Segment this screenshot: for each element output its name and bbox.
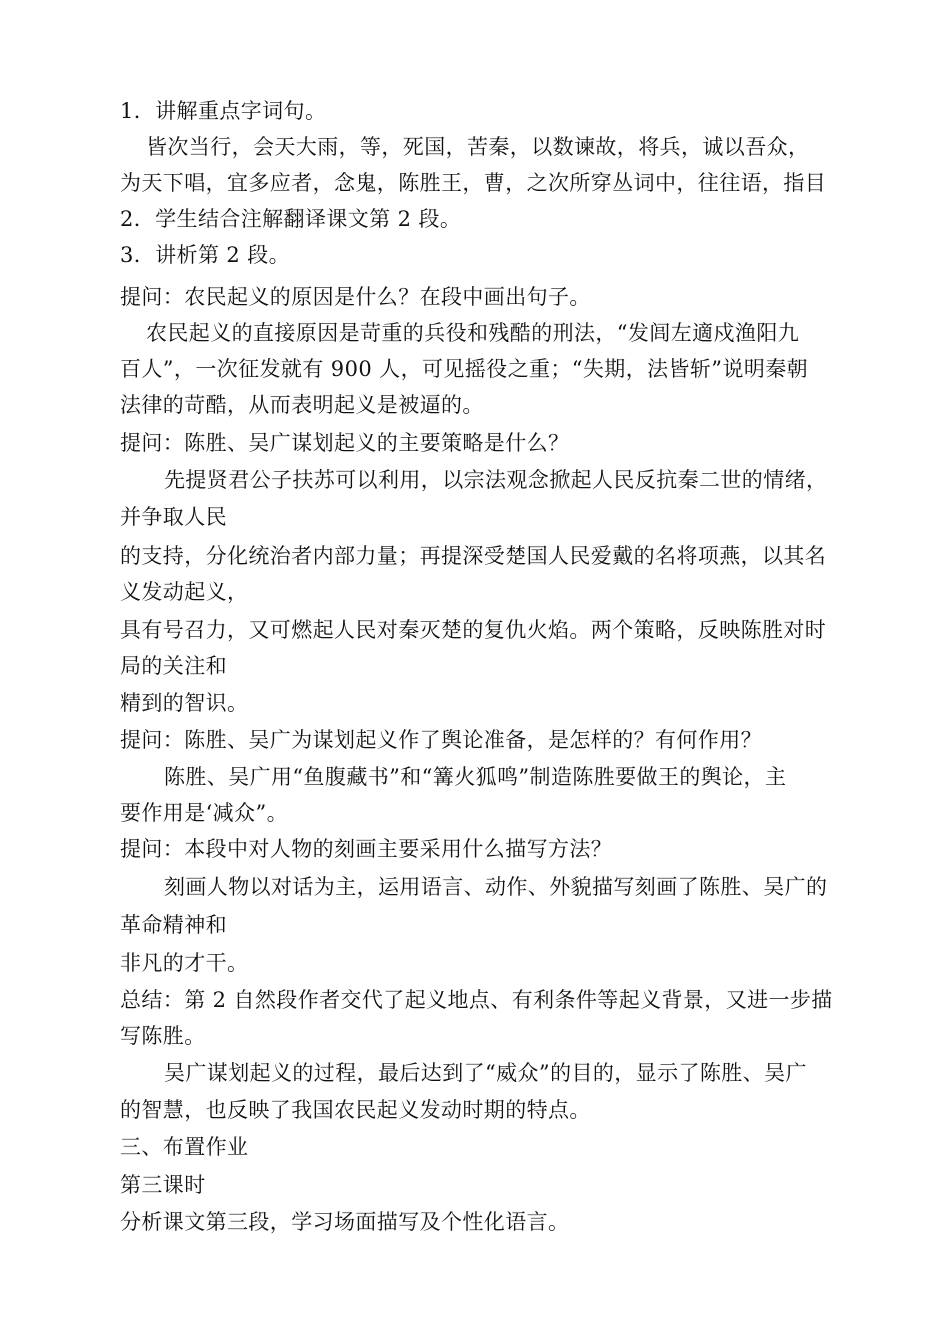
text-line: 的支持，分化统治者内部力量；再提深受楚国人民爱戴的名将项燕，以其名 (120, 544, 827, 568)
text-line: 百人”，一次征发就有 900 人，可见摇役之重；“失期，法皆斩”说明秦朝 (120, 357, 809, 381)
text-line: 农民起义的直接原因是苛重的兵役和残酷的刑法，“发闾左適戍渔阳九 (146, 321, 800, 345)
text-line: 皆次当行，会天大雨，等，死国，苦秦，以数谏故，将兵，诚以吾众， (146, 135, 810, 159)
text-line: 法律的苛酷，从而表明起义是被逼的。 (120, 393, 484, 417)
text-line: 要作用是‘减众”。 (120, 801, 289, 825)
text-line: 刻画人物以对话为主，运用语言、动作、外貌描写刻画了陈胜、吴广的 (164, 875, 828, 899)
text-line: 分析课文第三段，学习场面描写及个性化语言。 (120, 1210, 570, 1234)
text-line: 第三课时 (120, 1173, 206, 1197)
text-line: 并争取人民 (120, 505, 227, 529)
text-line: 1．讲解重点字词句。 (120, 99, 327, 123)
text-line: 3．讲析第 2 段。 (120, 243, 291, 267)
text-line: 义发动起义， (120, 580, 249, 604)
text-line: 吴广谋划起义的过程，最后达到了“威众”的目的，显示了陈胜、吴广 (164, 1061, 807, 1085)
text-line: 具有号召力，又可燃起人民对秦灭楚的复仇火焰。两个策略，反映陈胜对时 (120, 618, 827, 642)
text-line: 写陈胜。 (120, 1024, 206, 1048)
text-line: 提问：陈胜、吴广谋划起义的主要策略是什么？ (120, 431, 570, 455)
text-line: 总结：第 2 自然段作者交代了起义地点、有利条件等起义背景，又进一步描 (120, 988, 833, 1012)
text-line: 提问：农民起义的原因是什么？在段中画出句子。 (120, 285, 591, 309)
text-line: 提问：陈胜、吴广为谋划起义作了舆论准备，是怎样的？有何作用？ (120, 728, 762, 752)
text-line: 的智慧，也反映了我国农民起义发动时期的特点。 (120, 1098, 591, 1122)
text-line: 非凡的才干。 (120, 951, 249, 975)
text-line: 先提贤君公子扶苏可以利用，以宗法观念掀起人民反抗秦二世的情绪， (164, 468, 828, 492)
text-line: 局的关注和 (120, 654, 227, 678)
text-line: 三、布置作业 (120, 1135, 249, 1159)
text-line: 精到的智识。 (120, 691, 249, 715)
text-line: 陈胜、吴广用“鱼腹藏书”和“篝火狐鸣”制造陈胜要做王的舆论，主 (164, 765, 787, 789)
text-line: 革命精神和 (120, 913, 227, 937)
text-line: 为天下唱，宜多应者，念鬼，陈胜王，曹，之次所穿丛词中，往往语，指目 (120, 171, 827, 195)
text-line: 2．学生结合注解翻译课文第 2 段。 (120, 207, 462, 231)
text-line: 提问：本段中对人物的刻画主要采用什么描写方法？ (120, 837, 613, 861)
